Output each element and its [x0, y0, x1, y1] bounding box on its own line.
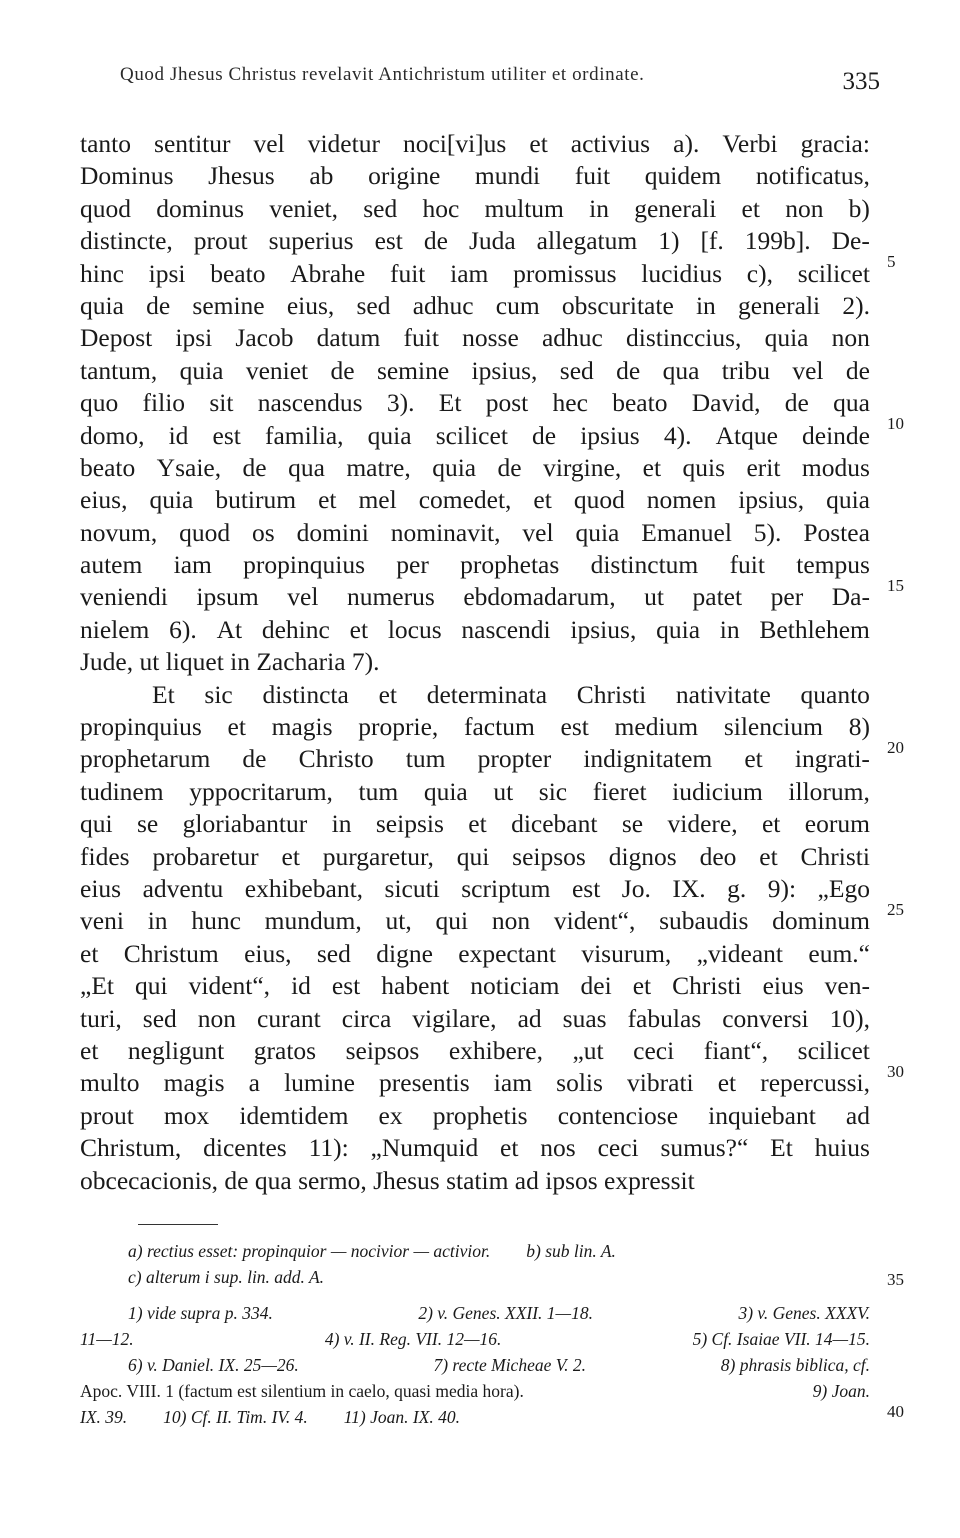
- source-notes: [80, 1300, 870, 1430]
- text-line: turi, sed non curant circa vigilare, ad suas fabulas conversi 10),: [80, 1003, 870, 1033]
- text-line: „Et qui vident“, id est habent noticiam dei et Christi eius ven-: [80, 971, 870, 1001]
- text-line: fides probaretur et purgaretur, qui seipsos dignos deo et Christi: [80, 841, 870, 871]
- text-line: eius adventu exhibebant, sicuti scriptum est Jo. IX. g. 9): „Ego: [80, 873, 870, 903]
- text-line: quia de semine eius, sed adhuc cum obscuritate in generali 2).: [80, 290, 870, 320]
- text-line: beato Ysaie, de qua matre, quia de virgine, et quis erit modus: [80, 452, 870, 482]
- text-line: Et sic distincta et determinata Christi nativitate quanto: [152, 679, 870, 709]
- source-note: 6) v. Daniel. IX. 25—26.: [128, 1355, 299, 1375]
- source-note: 5) Cf. Isaiae VII. 14—15.: [692, 1329, 870, 1349]
- source-note: 9) Joan.: [812, 1381, 870, 1401]
- text-line: nielem 6). At dehinc et locus nascendi ipsius, quia in Bethlehem: [80, 614, 870, 644]
- text-line: prout mox idemtidem ex prophetis contenciose inquiebant ad: [80, 1100, 870, 1130]
- line-number: 5: [887, 252, 896, 271]
- line-number: 15: [887, 576, 904, 595]
- text-line: veni in hunc mundum, ut, qui non vident“, subaudis dominum: [80, 906, 870, 936]
- critical-note: b) sub lin. A.: [526, 1241, 616, 1261]
- source-note: Apoc. VIII. 1 (factum est silentium in caelo, quasi media hora).: [80, 1381, 524, 1401]
- text-line: distincte, prout superius est de Juda allegatum 1) [f. 199b]. De-: [80, 226, 870, 256]
- source-note: 11) Joan. IX. 40.: [343, 1407, 461, 1427]
- running-title: Quod Jhesus Christus revelavit Antichristum utiliter et ordinate.: [120, 64, 645, 85]
- text-line: autem iam propinquius per prophetas distinctum fuit tempus: [80, 550, 870, 580]
- text-line: multo magis a lumine presentis iam solis vibrati et repercussi,: [80, 1068, 870, 1098]
- text-line: tudinem yppocritarum, tum quia ut sic fieret iudicium illorum,: [80, 776, 870, 806]
- critical-note: c) alterum i sup. lin. add. A.: [128, 1267, 325, 1287]
- text-line: quod dominus veniet, sed hoc multum in generali et non b): [80, 193, 870, 223]
- line-number: 20: [887, 738, 904, 757]
- text-line: hinc ipsi beato Abrahe fuit iam promissus lucidius c), scilicet: [80, 258, 870, 288]
- text-line: tanto sentitur vel videtur noci[vi]us et activius a). Verbi gracia:: [80, 129, 870, 158]
- source-note: 3) v. Genes. XXXV.: [738, 1303, 870, 1323]
- text-line: qui se gloriabantur in seipsis et dicebant se videre, et eorum: [80, 809, 870, 839]
- text-line: propinquius et magis proprie, factum est medium silencium 8): [80, 712, 870, 742]
- text-line: veniendi ipsum vel numerus ebdomadarum, ut patet per Da-: [80, 582, 870, 612]
- text-line: Jude, ut liquet in Zacharia 7).: [80, 647, 380, 677]
- source-note: 8) phrasis biblica, cf.: [720, 1355, 870, 1375]
- text-line: Depost ipsi Jacob datum fuit nosse adhuc distinccius, quia non: [80, 323, 870, 353]
- text-line: prophetarum de Christo tum propter indignitatem et ingrati-: [80, 744, 870, 774]
- text-line: obcecacionis, de qua sermo, Jhesus statim ad ipsos expressit: [80, 1165, 695, 1195]
- text-line: quo filio sit nascendus 3). Et post hec beato David, de qua: [80, 388, 870, 418]
- source-note: 10) Cf. II. Tim. IV. 4.: [163, 1407, 308, 1427]
- line-number: 10: [887, 414, 904, 433]
- line-number: 30: [887, 1062, 904, 1081]
- line-number: 40: [887, 1402, 904, 1421]
- source-note: 11—12.: [80, 1329, 134, 1349]
- critical-note: a) rectius esset: propinquior — nocivior — activior.: [128, 1241, 491, 1261]
- text-line: Christum, dicentes 11): „Numquid et nos ceci sumus?“ Et huius: [80, 1133, 870, 1163]
- critical-apparatus: [80, 1238, 870, 1290]
- text-line: novum, quod os domini nominavit, vel quia Emanuel 5). Postea: [80, 517, 870, 547]
- source-note: 7) recte Micheae V. 2.: [433, 1355, 587, 1375]
- line-number: 35: [887, 1270, 904, 1289]
- source-note: 4) v. II. Reg. VII. 12—16.: [324, 1329, 502, 1349]
- source-note: 2) v. Genes. XXII. 1—18.: [418, 1303, 593, 1323]
- text-line: tantum, quia veniet de semine ipsius, sed de qua tribu vel de: [80, 355, 870, 385]
- footnote-rule: [138, 1224, 218, 1225]
- running-header: [120, 64, 880, 104]
- line-number: 25: [887, 900, 904, 919]
- text-line: eius, quia butirum et mel comedet, et quod nomen ipsius, quia: [80, 485, 870, 515]
- main-text: [80, 128, 870, 1197]
- source-note: 1) vide supra p. 334.: [128, 1303, 273, 1323]
- text-line: domo, id est familia, quia scilicet de ipsius 4). Atque deinde: [80, 420, 870, 450]
- text-line: Dominus Jhesus ab origine mundi fuit quidem notificatus,: [80, 161, 870, 191]
- page-number: 335: [842, 68, 880, 95]
- source-note: IX. 39.: [80, 1407, 128, 1427]
- text-line: et Christum eius, sed digne expectant visurum, „videant eum.“: [80, 938, 870, 968]
- text-line: et negligunt gratos seipsos exhibere, „ut ceci fiant“, scilicet: [80, 1035, 870, 1065]
